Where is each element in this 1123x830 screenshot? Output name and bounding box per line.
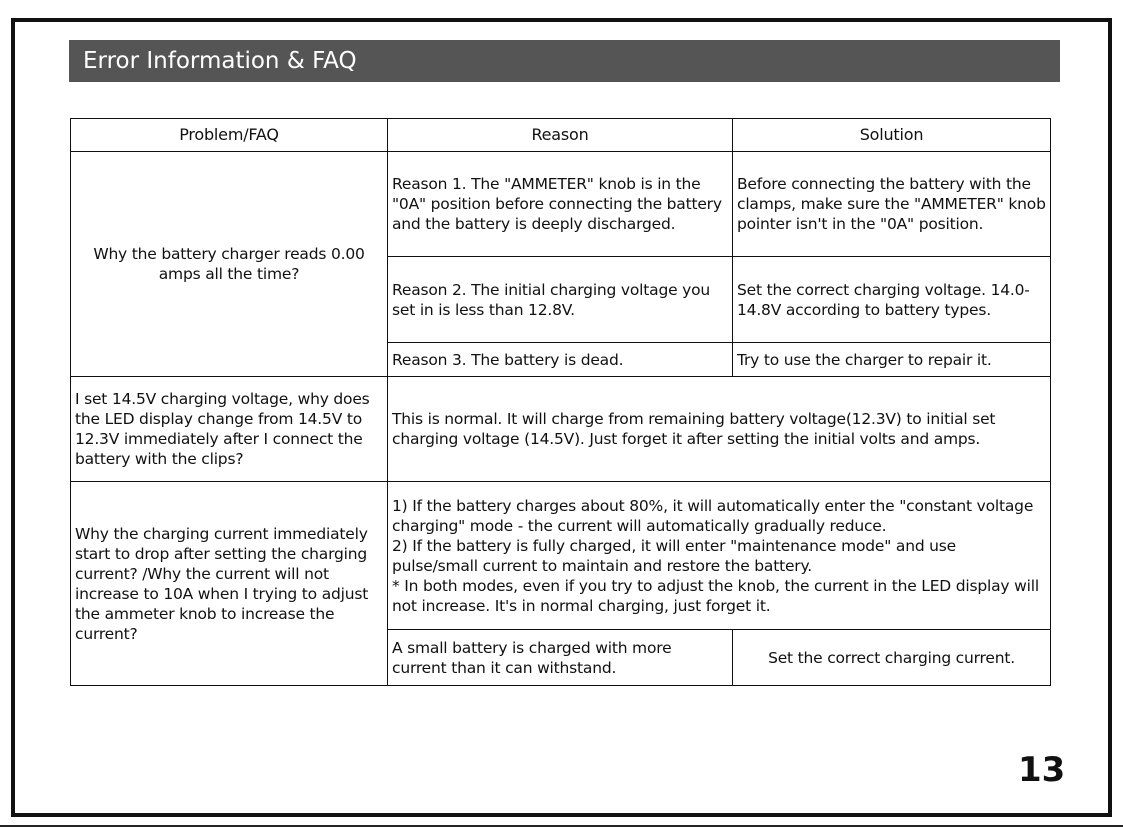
table-row: [71, 377, 1051, 482]
reason-cell: Reason 3. The battery is dead.: [388, 343, 733, 377]
merged-answer-cell: [388, 482, 1051, 630]
page-number: 13: [1018, 750, 1066, 790]
bottom-divider: [0, 825, 1123, 827]
column-header-problem: Problem/FAQ: [71, 119, 388, 152]
reason-cell: A small battery is charged with more current than it can withstand.: [388, 630, 733, 686]
solution-cell: Set the correct charging voltage. 14.0-14.8V according to battery types.: [733, 257, 1051, 343]
table-header-row: [71, 119, 1051, 152]
solution-cell: Before connecting the battery with the clamps, make sure the "AMMETER" knob pointer isn't in the "0A" position.: [733, 152, 1051, 257]
reason-cell: Reason 2. The initial charging voltage you set in is less than 12.8V.: [388, 257, 733, 343]
table-row: [71, 482, 1051, 630]
answer-line: * In both modes, even if you try to adjust the knob, the current in the LED display will not increase. It's in normal charging, just forget it.: [392, 576, 1039, 615]
table-row: [71, 152, 1051, 257]
problem-cell: Why the battery charger reads 0.00 amps all the time?: [71, 152, 388, 377]
problem-cell: I set 14.5V charging voltage, why does the LED display change from 14.5V to 12.3V immediately after I connect the battery with the clips?: [71, 377, 388, 482]
faq-table: [70, 118, 1051, 686]
solution-cell: Set the correct charging current.: [733, 630, 1051, 686]
column-header-reason: Reason: [388, 119, 733, 152]
solution-cell: Try to use the charger to repair it.: [733, 343, 1051, 377]
answer-line: 2) If the battery is fully charged, it will enter "maintenance mode" and use pulse/small current to maintain and restore the battery.: [392, 536, 957, 575]
reason-cell: Reason 1. The "AMMETER" knob is in the "0A" position before connecting the battery and the battery is deeply discharged.: [388, 152, 733, 257]
merged-answer-cell: This is normal. It will charge from remaining battery voltage(12.3V) to initial set charging voltage (14.5V). Just forget it after setting the initial volts and amps.: [388, 377, 1051, 482]
problem-cell: Why the charging current immediately start to drop after setting the charging current? /Why the current will not increase to 10A when I trying to adjust the ammeter knob to increase the current?: [71, 482, 388, 686]
section-title: Error Information & FAQ: [69, 40, 1060, 82]
answer-line: 1) If the battery charges about 80%, it will automatically enter the "constant voltage charging" mode - the current will automatically gradually reduce.: [392, 496, 1034, 535]
column-header-solution: Solution: [733, 119, 1051, 152]
